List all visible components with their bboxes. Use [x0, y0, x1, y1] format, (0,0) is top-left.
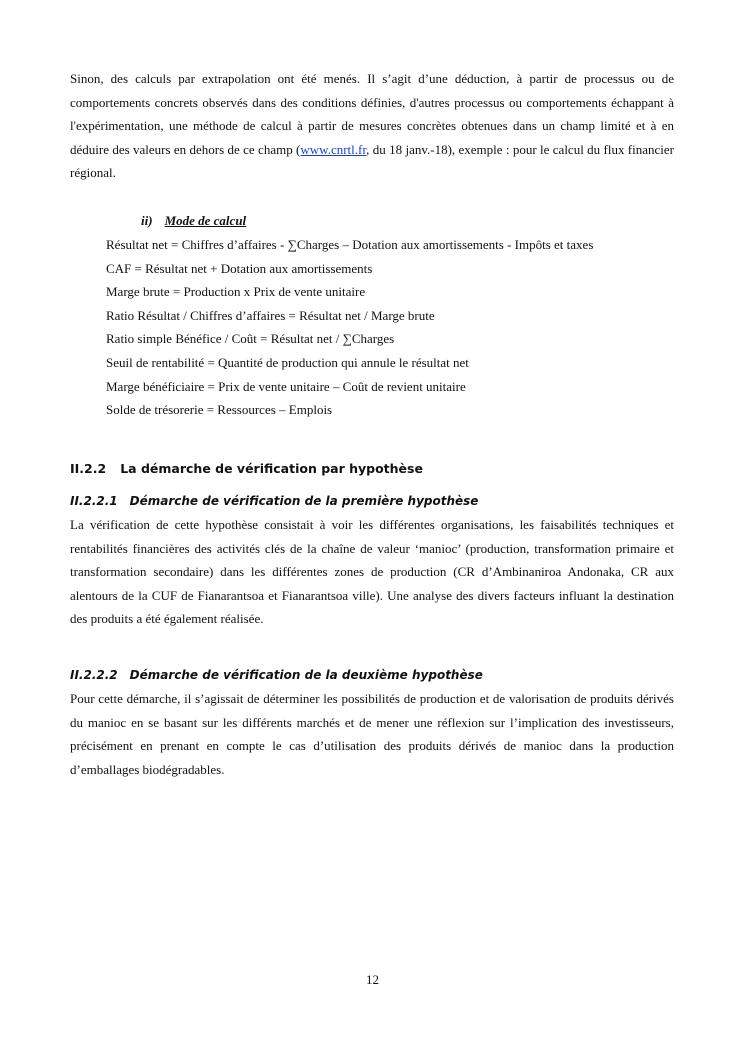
cnrtl-link[interactable]: www.cnrtl.fr — [300, 141, 367, 157]
intro-text-after-link: , du 18 janv.-18), exemple : pour le calcul du flux financier régional. — [70, 141, 675, 181]
section-222-number: II.2.2 — [70, 461, 107, 476]
section-2222-number: II.2.2.2 — [70, 668, 118, 682]
mode-calcul-title: Mode de calcul — [164, 213, 247, 228]
section-2221-title: Démarche de vérification de la première hypothèse — [129, 494, 479, 508]
section-222-heading — [70, 459, 423, 479]
formula-caf: CAF = Résultat net + Dotation aux amortissements — [106, 260, 373, 276]
formula-seuil-rentabilite: Seuil de rentabilité = Quantité de production qui annule le résultat net — [106, 354, 469, 370]
formula-ratio-benefice-cout: Ratio simple Bénéfice / Coût = Résultat net / ∑Charges — [106, 331, 395, 347]
formula-list — [106, 233, 593, 422]
formula-marge-beneficiaire: Marge bénéficiaire = Prix de vente unitaire – Coût de revient unitaire — [106, 378, 466, 394]
section-2222-heading — [70, 665, 483, 685]
section-2221-heading — [70, 491, 478, 511]
formula-resultat-net: Résultat net = Chiffres d’affaires - ∑Charges – Dotation aux amortissements - Impôts et taxes — [106, 237, 594, 252]
formula-solde-tresorerie: Solde de trésorerie = Ressources – Emplois — [106, 402, 333, 418]
section-2221-paragraph: La vérification de cette hypothèse consistait à voir les différentes organisations, les faisabilités techniques et rentabilités financières des activités clés de la chaîne de valeur ‘manioc’ (production, transformation primaire et transformation secondaire) dans les différentes zones de production (CR d’Ambinaniroa Andonaka, CR aux alentours de la CUF de Fianarantsoa et Fianarantsoa ville). Une analyse des divers facteurs influant la destination des produits a été également réalisée. — [70, 517, 674, 627]
section-2222-paragraph: Pour cette démarche, il s’agissait de déterminer les possibilités de production et de valorisation de produits dérivés du manioc en se basant sur les différents marchés et de mener une réflexion sur l’implication des investisseurs, précisément en prenant en compte le cas d’utilisation des produits dérivés de manioc dans la production d’emballages biodégradables. — [70, 691, 674, 777]
page-number: 12 — [366, 972, 379, 987]
intro-paragraph — [70, 67, 674, 185]
mode-calcul-heading — [141, 211, 246, 231]
section-2221-number: II.2.2.1 — [70, 494, 118, 508]
section-222-title: La démarche de vérification par hypothèse — [120, 461, 423, 476]
section-2222-title: Démarche de vérification de la deuxième hypothèse — [129, 668, 483, 682]
formula-ratio-resultat-ca: Ratio Résultat / Chiffres d’affaires = Résultat net / Marge brute — [106, 307, 435, 323]
formula-marge-brute: Marge brute = Production x Prix de vente unitaire — [106, 284, 366, 300]
intro-text-before-link: Sinon, des calculs par extrapolation ont été menés. Il s’agit d’une déduction, à partir de processus ou de comportements concrets observés dans des conditions définies, d'autres processus ou comportements échappant à l'expérimentation, une méthode de calcul à partir de mesures concrètes obtenues dans un champ limité et à en déduire des valeurs en dehors de ce champ ( — [70, 71, 674, 157]
mode-calcul-number: ii) — [141, 213, 153, 228]
